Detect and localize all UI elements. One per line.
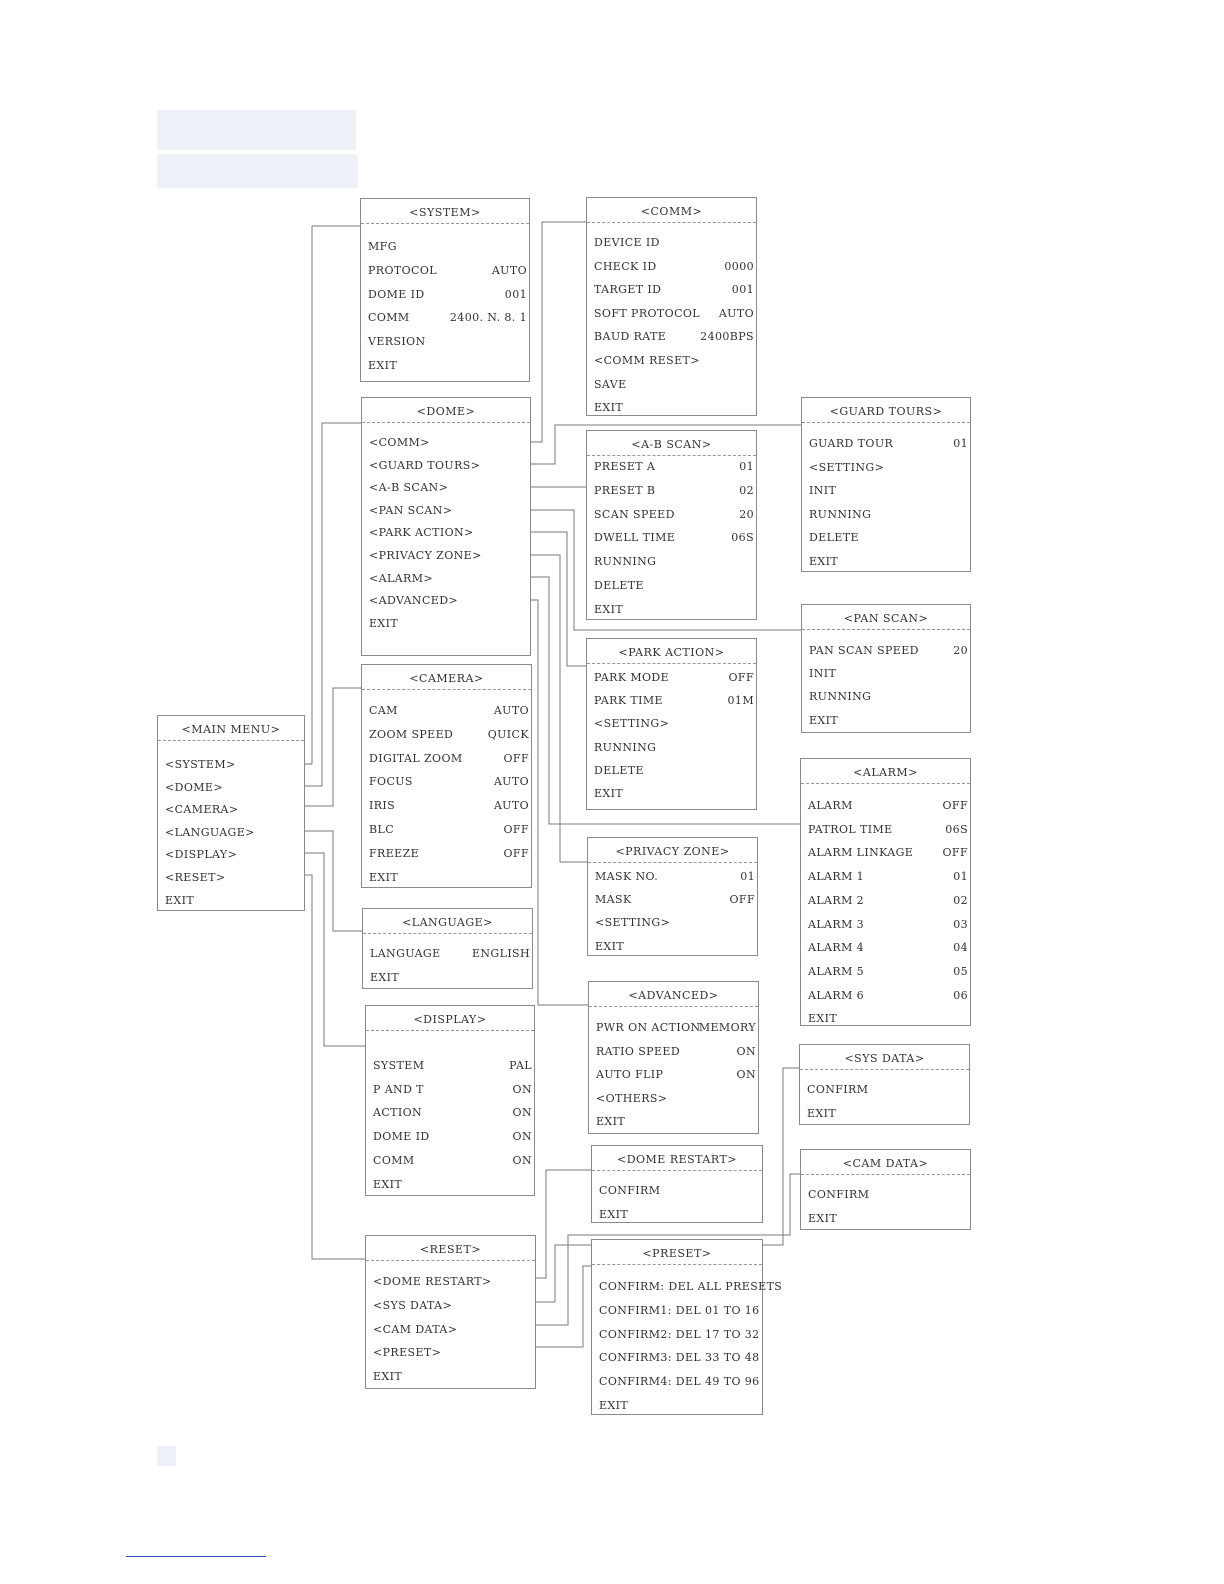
dome-restart-menu-title: <DOME RESTART> <box>592 1146 762 1171</box>
advanced-menu-item <box>596 1020 756 1036</box>
guard-tours-menu-item <box>809 507 968 523</box>
menu-item-label: <CAM DATA> <box>373 1322 458 1336</box>
comm-menu-item <box>594 400 754 416</box>
menu-item-value: OFF <box>503 846 529 860</box>
menu-item-label: EXIT <box>373 1177 403 1191</box>
menu-item-label: ALARM 1 <box>808 870 865 884</box>
advanced-menu-item <box>596 1044 756 1060</box>
menu-item-label: ALARM 4 <box>808 941 865 955</box>
dome-menu <box>361 397 531 656</box>
menu-item-value: OFF <box>503 751 529 765</box>
menu-item-value: 01 <box>740 870 755 883</box>
menu-item-value: PAL <box>509 1059 532 1072</box>
reset-menu-item <box>373 1322 533 1338</box>
system-menu-item <box>368 287 527 303</box>
alarm-menu-item <box>808 964 968 980</box>
menu-item-label: INIT <box>809 484 837 498</box>
connector-line <box>245 226 360 764</box>
camera-menu-item <box>369 822 529 838</box>
menu-item-label: SYSTEM <box>373 1059 425 1072</box>
menu-item-label: PRESET A <box>594 460 656 473</box>
park-action-menu-item <box>594 740 754 756</box>
reset-menu-item <box>373 1274 533 1290</box>
dome-restart-menu-item <box>599 1183 760 1199</box>
dome-menu-item <box>369 593 528 609</box>
menu-item-value: 06S <box>731 531 754 545</box>
display-menu-item <box>373 1153 532 1169</box>
menu-item-label: <GUARD TOURS> <box>369 458 481 472</box>
menu-item-value: ON <box>736 1068 756 1082</box>
menu-item-label: RUNNING <box>594 555 657 569</box>
menu-item-label: ZOOM SPEED <box>369 727 454 741</box>
privacy-zone-menu-title: <PRIVACY ZONE> <box>588 838 757 863</box>
comm-menu-item <box>594 259 754 275</box>
menu-item-label: RATIO SPEED <box>596 1044 681 1058</box>
preset-menu-item <box>599 1279 783 1295</box>
menu-item-label: PROTOCOL <box>368 263 437 277</box>
menu-item-label: <RESET> <box>165 871 226 884</box>
menu-item-label: <ADVANCED> <box>369 594 459 608</box>
menu-item-label: EXIT <box>369 870 399 884</box>
guard-tours-menu <box>801 397 971 572</box>
menu-item-label: <SETTING> <box>809 460 885 474</box>
menu-item-label: SOFT PROTOCOL <box>594 306 701 320</box>
header-band-bottom <box>157 154 358 188</box>
menu-item-label: EXIT <box>809 713 839 727</box>
park-action-menu-item <box>594 763 754 779</box>
advanced-menu-item <box>596 1067 756 1083</box>
menu-item-value: AUTO <box>491 263 527 277</box>
menu-item-label: BAUD RATE <box>594 330 667 344</box>
menu-item-label: DELETE <box>809 531 859 545</box>
menu-item-label: <LANGUAGE> <box>165 825 255 839</box>
privacy-zone-menu-item <box>595 869 755 885</box>
menu-item-label: ALARM 2 <box>808 893 865 907</box>
main-menu-item <box>165 847 302 863</box>
footer-rule <box>126 1556 266 1557</box>
menu-item-label: <SYS DATA> <box>373 1298 453 1312</box>
menu-item-value: 0000 <box>724 259 754 273</box>
preset-menu-title: <PRESET> <box>592 1240 762 1265</box>
dome-menu-item <box>369 503 528 519</box>
menu-item-label: PARK MODE <box>594 671 670 684</box>
menu-item-value: AUTO <box>493 704 529 717</box>
menu-item-label: DWELL TIME <box>594 531 676 545</box>
comm-menu <box>586 197 757 416</box>
display-menu-item <box>373 1105 532 1121</box>
ab-scan-menu-item <box>594 602 754 618</box>
sys-data-menu-item <box>807 1082 967 1098</box>
menu-item-value: 02 <box>953 893 968 907</box>
comm-menu-item <box>594 377 754 393</box>
menu-item-value: OFF <box>942 846 968 860</box>
dome-menu-item <box>369 525 528 541</box>
language-menu-item <box>370 970 530 986</box>
preset-menu-item <box>599 1374 760 1390</box>
menu-item-label: <DISPLAY> <box>165 848 238 862</box>
main-menu-item <box>165 780 302 796</box>
park-action-menu-item <box>594 786 754 802</box>
dome-menu-item <box>369 616 528 632</box>
alarm-menu-title: <ALARM> <box>801 759 970 784</box>
menu-item-label: ALARM <box>808 799 853 812</box>
connector-line <box>245 875 365 1259</box>
camera-menu-item <box>369 774 529 790</box>
sys-data-menu-item <box>807 1106 967 1122</box>
advanced-menu-item <box>596 1114 756 1130</box>
menu-item-value: 01 <box>953 870 968 884</box>
footer-marker <box>157 1446 176 1466</box>
menu-item-label: SAVE <box>594 377 627 391</box>
menu-item-label: EXIT <box>594 787 624 800</box>
comm-menu-item <box>594 282 754 298</box>
menu-item-value: 03 <box>953 917 968 931</box>
menu-item-label: EXIT <box>594 401 624 415</box>
menu-item-value: ON <box>512 1082 532 1096</box>
sys-data-menu <box>799 1044 970 1125</box>
camera-menu-item <box>369 798 529 814</box>
alarm-menu-item <box>808 845 968 861</box>
main-menu-item <box>165 802 302 818</box>
menu-item-value: 01M <box>727 694 754 708</box>
main-menu-item <box>165 870 302 886</box>
park-action-menu <box>586 638 757 810</box>
camera-menu-item <box>369 846 529 862</box>
guard-tours-menu-item <box>809 554 968 570</box>
menu-item-label: IRIS <box>369 799 396 813</box>
alarm-menu-item <box>808 988 968 1004</box>
alarm-menu-item <box>808 893 968 909</box>
system-menu-title: <SYSTEM> <box>361 199 529 224</box>
alarm-menu-item <box>808 798 968 814</box>
comm-menu-item <box>594 329 754 345</box>
system-menu-item <box>368 263 527 279</box>
menu-item-label: PATROL TIME <box>808 822 893 836</box>
menu-item-label: EXIT <box>599 1207 629 1221</box>
menu-item-value: AUTO <box>493 799 529 813</box>
alarm-menu-item <box>808 917 968 933</box>
system-menu <box>360 198 530 382</box>
menu-item-label: CONFIRM <box>599 1184 661 1197</box>
menu-item-value: QUICK <box>487 727 529 741</box>
menu-item-label: <DOME RESTART> <box>373 1275 492 1288</box>
guard-tours-menu-item <box>809 436 968 452</box>
ab-scan-menu-item <box>594 554 754 570</box>
menu-item-label: EXIT <box>807 1106 837 1120</box>
header-band-top <box>157 110 356 150</box>
cam-data-menu-item <box>808 1211 968 1227</box>
menu-item-value: 2400. N. 8. 1 <box>449 311 527 325</box>
menu-item-value: 20 <box>953 644 968 657</box>
menu-item-label: <A-B SCAN> <box>369 481 449 495</box>
menu-item-label: CONFIRM: DEL ALL PRESETS <box>599 1280 783 1293</box>
camera-menu <box>361 664 532 888</box>
menu-item-value: ON <box>512 1130 532 1144</box>
menu-item-label: MASK NO. <box>595 870 659 883</box>
menu-item-value: 04 <box>953 941 968 955</box>
menu-item-label: SCAN SPEED <box>594 507 675 521</box>
camera-menu-title: <CAMERA> <box>362 665 531 690</box>
menu-item-value: 01 <box>739 460 754 473</box>
menu-item-label: PARK TIME <box>594 694 663 708</box>
ab-scan-menu-item <box>594 530 754 546</box>
menu-item-label: MASK <box>595 893 632 907</box>
menu-item-label: <PARK ACTION> <box>369 526 474 540</box>
dome-menu-item <box>369 480 528 496</box>
menu-item-value: ON <box>512 1106 532 1120</box>
park-action-menu-item <box>594 716 754 732</box>
menu-item-label: COMM <box>373 1153 415 1167</box>
ab-scan-menu-item <box>594 483 754 499</box>
dome-restart-menu <box>591 1145 763 1223</box>
main-menu <box>157 715 305 911</box>
menu-item-label: PRESET B <box>594 483 656 497</box>
guard-tours-menu-item <box>809 460 968 476</box>
alarm-menu-item <box>808 940 968 956</box>
camera-menu-item <box>369 727 529 743</box>
menu-item-value: MEMORY <box>698 1021 756 1034</box>
menu-item-value: 001 <box>504 287 527 301</box>
cam-data-menu-title: <CAM DATA> <box>801 1150 970 1175</box>
system-menu-item <box>368 310 527 326</box>
ab-scan-menu-item <box>594 459 754 475</box>
park-action-menu-item <box>594 670 754 686</box>
pan-scan-menu-title: <PAN SCAN> <box>802 605 970 630</box>
comm-menu-item <box>594 353 754 369</box>
guard-tours-menu-title: <GUARD TOURS> <box>802 398 970 423</box>
menu-item-label: CONFIRM1: DEL 01 TO 16 <box>599 1303 760 1317</box>
ab-scan-menu <box>586 430 757 620</box>
menu-item-value: 01 <box>953 437 968 450</box>
menu-item-value: ON <box>736 1044 756 1058</box>
preset-menu-item <box>599 1398 760 1414</box>
menu-item-label: <DOME> <box>165 780 223 794</box>
menu-item-label: EXIT <box>594 602 624 616</box>
menu-item-label: DOME ID <box>373 1130 430 1144</box>
reset-menu-item <box>373 1345 533 1361</box>
menu-item-label: <OTHERS> <box>596 1091 668 1105</box>
menu-item-label: RUNNING <box>809 507 872 521</box>
sys-data-menu-title: <SYS DATA> <box>800 1045 969 1070</box>
park-action-menu-title: <PARK ACTION> <box>587 639 756 664</box>
menu-item-label: CAM <box>369 704 398 717</box>
reset-menu-item <box>373 1298 533 1314</box>
menu-item-label: <SETTING> <box>595 916 671 930</box>
menu-item-label: FREEZE <box>369 846 420 860</box>
display-menu-item <box>373 1082 532 1098</box>
privacy-zone-menu <box>587 837 758 956</box>
menu-item-label: EXIT <box>370 970 400 984</box>
menu-item-label: COMM <box>368 311 410 325</box>
main-menu-item <box>165 825 302 841</box>
system-menu-item <box>368 334 527 350</box>
menu-item-label: <PRESET> <box>373 1346 442 1360</box>
pan-scan-menu-item <box>809 643 968 659</box>
menu-item-label: EXIT <box>808 1211 838 1225</box>
cam-data-menu <box>800 1149 971 1230</box>
language-menu-title: <LANGUAGE> <box>363 909 532 934</box>
menu-item-label: CONFIRM <box>807 1083 869 1096</box>
menu-item-value: 2400BPS <box>700 330 754 344</box>
menu-item-label: EXIT <box>595 939 625 953</box>
park-action-menu-item <box>594 693 754 709</box>
menu-item-value: ON <box>512 1153 532 1167</box>
menu-item-label: CONFIRM <box>808 1188 870 1201</box>
dome-restart-menu-item <box>599 1207 760 1223</box>
camera-menu-item <box>369 870 529 886</box>
menu-item-label: VERSION <box>368 335 426 349</box>
menu-item-label: ALARM 5 <box>808 964 865 978</box>
menu-item-label: <SYSTEM> <box>165 758 236 771</box>
menu-item-label: GUARD TOUR <box>809 437 894 450</box>
menu-item-label: EXIT <box>599 1399 629 1412</box>
menu-item-value: 05 <box>953 964 968 978</box>
menu-item-value: AUTO <box>718 306 754 320</box>
dome-menu-title: <DOME> <box>362 398 530 423</box>
reset-menu <box>365 1235 536 1389</box>
menu-item-label: EXIT <box>596 1115 626 1129</box>
display-menu-item <box>373 1129 532 1145</box>
menu-item-label: RUNNING <box>594 740 657 754</box>
privacy-zone-menu-item <box>595 939 755 955</box>
pan-scan-menu <box>801 604 971 733</box>
menu-item-label: <SETTING> <box>594 717 670 731</box>
dome-menu-item <box>369 571 528 587</box>
display-menu-item <box>373 1058 532 1074</box>
main-menu-item <box>165 757 302 773</box>
menu-item-label: <ALARM> <box>369 571 433 585</box>
preset-menu-item <box>599 1327 760 1343</box>
pan-scan-menu-item <box>809 689 968 705</box>
pan-scan-menu-item <box>809 713 968 729</box>
comm-menu-item <box>594 306 754 322</box>
menu-item-value: OFF <box>729 893 755 907</box>
advanced-menu-item <box>596 1091 756 1107</box>
display-menu <box>365 1005 535 1196</box>
reset-menu-item <box>373 1369 533 1385</box>
menu-item-label: <COMM RESET> <box>594 354 700 367</box>
menu-item-label: ACTION <box>373 1106 423 1120</box>
menu-item-label: DOME ID <box>368 287 425 301</box>
ab-scan-menu-title: <A-B SCAN> <box>587 431 756 456</box>
menu-item-label: MFG <box>368 240 397 253</box>
menu-item-label: <PRIVACY ZONE> <box>369 549 482 562</box>
menu-item-label: PWR ON ACTION <box>596 1021 701 1034</box>
menu-item-value: 20 <box>739 507 754 521</box>
menu-item-label: EXIT <box>373 1370 403 1384</box>
guard-tours-menu-item <box>809 483 968 499</box>
menu-item-label: CONFIRM2: DEL 17 TO 32 <box>599 1327 760 1341</box>
menu-item-value: OFF <box>503 823 529 836</box>
dome-menu-item <box>369 458 528 474</box>
menu-item-label: INIT <box>809 667 837 681</box>
comm-menu-item <box>594 235 754 251</box>
menu-item-label: AUTO FLIP <box>596 1068 664 1082</box>
menu-item-value: 02 <box>739 483 754 497</box>
menu-item-label: EXIT <box>809 555 839 568</box>
privacy-zone-menu-item <box>595 892 755 908</box>
dome-menu-item <box>369 435 528 451</box>
cam-data-menu-item <box>808 1187 968 1203</box>
alarm-menu-item <box>808 1011 968 1027</box>
menu-item-label: EXIT <box>808 1012 838 1026</box>
menu-item-label: PAN SCAN SPEED <box>809 644 919 657</box>
privacy-zone-menu-item <box>595 915 755 931</box>
menu-item-value: 06 <box>953 988 968 1002</box>
advanced-menu <box>588 981 759 1134</box>
guard-tours-menu-item <box>809 530 968 546</box>
menu-item-value: AUTO <box>493 775 529 789</box>
reset-menu-title: <RESET> <box>366 1236 535 1261</box>
menu-item-label: LANGUAGE <box>370 947 441 960</box>
menu-item-label: DELETE <box>594 763 644 777</box>
preset-menu-item <box>599 1303 760 1319</box>
language-menu-item <box>370 946 530 962</box>
alarm-menu <box>800 758 971 1026</box>
menu-item-value: OFF <box>728 671 754 684</box>
menu-item-value: 001 <box>731 283 754 297</box>
advanced-menu-title: <ADVANCED> <box>589 982 758 1007</box>
comm-menu-title: <COMM> <box>587 198 756 223</box>
menu-item-value: 06S <box>945 822 968 836</box>
ab-scan-menu-item <box>594 578 754 594</box>
menu-item-label: P AND T <box>373 1082 424 1096</box>
camera-menu-item <box>369 703 529 719</box>
menu-item-label: DIGITAL ZOOM <box>369 751 463 765</box>
menu-item-label: ALARM LINKAGE <box>808 846 914 860</box>
menu-item-label: EXIT <box>368 359 398 372</box>
menu-item-label: EXIT <box>369 616 399 630</box>
ab-scan-menu-item <box>594 507 754 523</box>
menu-item-label: CHECK ID <box>594 259 657 273</box>
menu-item-label: <PAN SCAN> <box>369 503 453 517</box>
alarm-menu-item <box>808 869 968 885</box>
system-menu-item <box>368 358 527 374</box>
menu-item-label: TARGET ID <box>594 283 662 297</box>
menu-item-value: OFF <box>942 799 968 812</box>
language-menu <box>362 908 533 989</box>
menu-item-label: <COMM> <box>369 436 430 449</box>
menu-item-label: DEVICE ID <box>594 236 660 249</box>
menu-item-label: DELETE <box>594 579 644 592</box>
system-menu-item <box>368 239 527 255</box>
preset-menu-item <box>599 1350 760 1366</box>
menu-item-value: ENGLISH <box>471 947 530 960</box>
menu-item-label: CONFIRM3: DEL 33 TO 48 <box>599 1351 760 1365</box>
menu-item-label: RUNNING <box>809 690 872 704</box>
camera-menu-item <box>369 751 529 767</box>
display-menu-item <box>373 1177 532 1193</box>
menu-item-label: ALARM 3 <box>808 917 865 931</box>
alarm-menu-item <box>808 822 968 838</box>
menu-item-label: ALARM 6 <box>808 988 865 1002</box>
main-menu-title: <MAIN MENU> <box>158 716 304 741</box>
menu-item-label: <CAMERA> <box>165 803 239 817</box>
menu-item-label: CONFIRM4: DEL 49 TO 96 <box>599 1375 760 1389</box>
dome-menu-item <box>369 548 528 564</box>
menu-item-label: FOCUS <box>369 775 413 789</box>
pan-scan-menu-item <box>809 666 968 682</box>
main-menu-item <box>165 893 302 909</box>
menu-item-label: EXIT <box>165 893 195 907</box>
menu-item-label: BLC <box>369 823 395 836</box>
preset-menu <box>591 1239 783 1415</box>
display-menu-title: <DISPLAY> <box>366 1006 534 1031</box>
